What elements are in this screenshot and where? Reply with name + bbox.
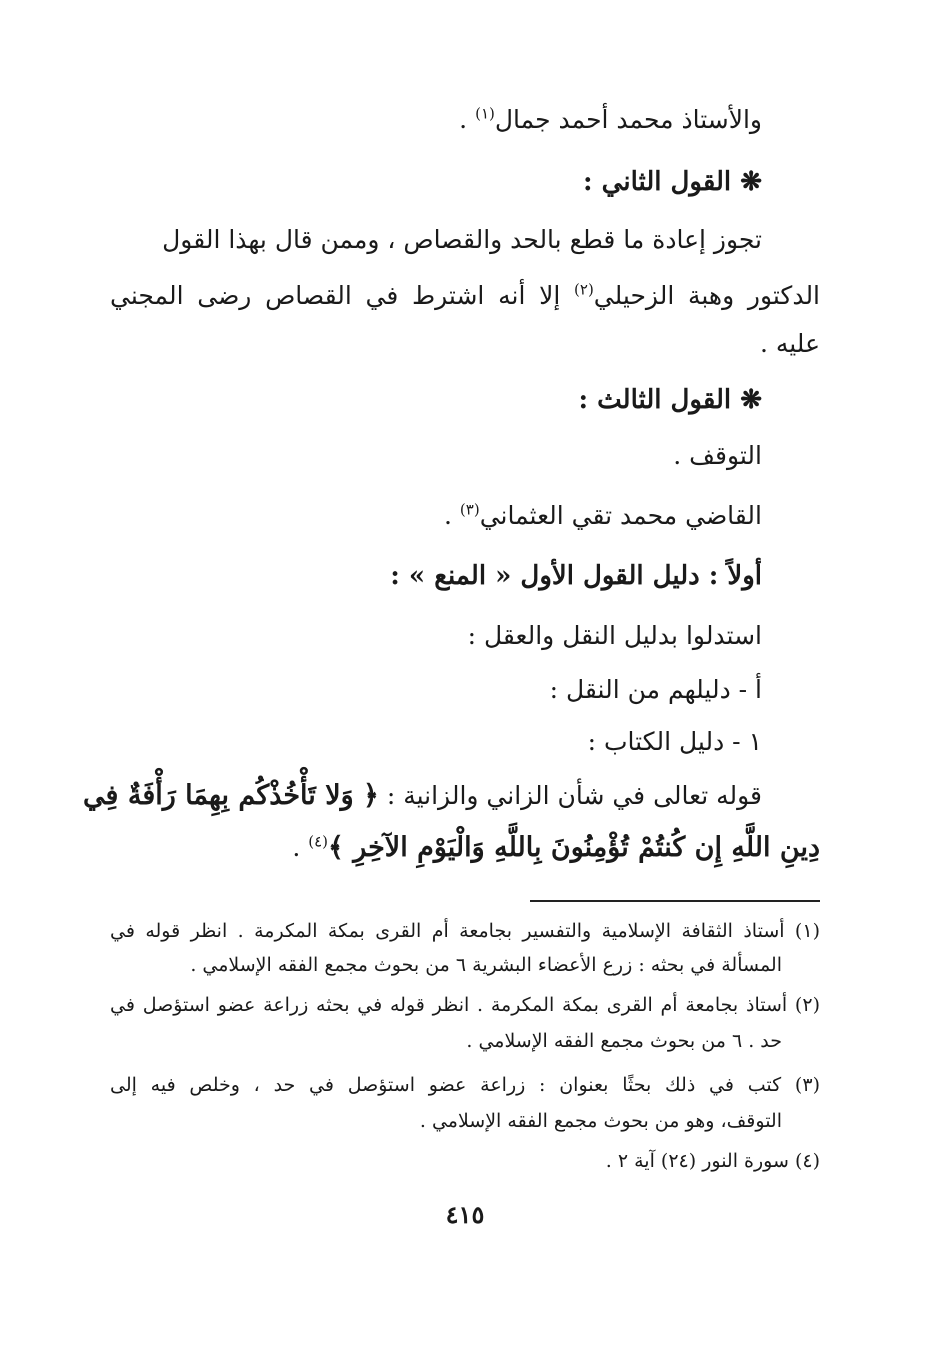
paragraph-line: تجوز إعادة ما قطع بالحد والقصاص ، وممن قال بهذا القول [162, 225, 762, 254]
section-heading: أولاً : دليل القول الأول « المنع » : [390, 561, 762, 591]
section-subheading: ❋ القول الثاني : [583, 167, 762, 197]
footnote-ref[interactable]: (١) [475, 104, 495, 123]
paragraph-line: عليه . [759, 329, 820, 358]
text-span: القاضي محمد تقي العثماني [479, 501, 762, 530]
footnote-line: (٣) كتب في ذلك بحثًا بعنوان : زراعة عضو استؤصل في حد ، وخلص فيه إلى [110, 1074, 820, 1096]
quran-verse: ﴿ وَلا تَأْخُذْكُم بِهِمَا رَأْفَةٌ فِي [83, 780, 379, 811]
verse-line [83, 776, 762, 816]
footnote-line: (١) أستاذ الثقافة الإسلامية والتفسير بجامعة أم القرى بمكة المكرمة . انظر قوله في [110, 920, 820, 942]
paragraph-line [110, 276, 820, 316]
text-span: إلا أنه اشترط في القصاص رضى المجني [110, 281, 575, 310]
paragraph-line [459, 100, 762, 140]
paragraph-line: التوقف . [673, 441, 762, 470]
text-span: الدكتور وهبة الزحيلي [593, 281, 821, 310]
footnote-line: التوقف، وهو من بحوث مجمع الفقه الإسلامي . [419, 1110, 782, 1132]
document-page [83, 92, 821, 1272]
text-span: . [292, 833, 309, 862]
verse-line [292, 828, 820, 868]
footnote-ref[interactable]: (٣) [459, 500, 480, 519]
footnote-line: حد . ٦ من بحوث مجمع الفقه الإسلامي . [466, 1030, 782, 1052]
footnote-ref[interactable]: (٤) [308, 832, 328, 851]
text-span: . [459, 105, 476, 134]
footnote-line: (٤) سورة النور (٢٤) آية ٢ . [605, 1150, 820, 1172]
footnote-line: المسألة في بحثه : زرع الأعضاء البشرية ٦ من بحوث مجمع الفقه الإسلامي . [190, 954, 782, 976]
section-subheading: ❋ القول الثالث : [578, 385, 762, 415]
text-span: . [444, 501, 460, 530]
footnote-line: (٢) أستاذ بجامعة أم القرى بمكة المكرمة . انظر قوله في بحثه زراعة عضو استؤصل في [110, 994, 820, 1016]
footnote-ref[interactable]: (٢) [574, 280, 594, 299]
text-span: والأستاذ محمد أحمد جمال [494, 105, 762, 134]
footnote-divider [530, 900, 820, 902]
page-number: ٤١٥ [445, 1200, 485, 1229]
paragraph-line [444, 496, 762, 536]
paragraph-line: استدلوا بدليل النقل والعقل : [467, 621, 762, 650]
text-span: قوله تعالى في شأن الزاني والزانية : [378, 781, 762, 810]
list-item: ١ - دليل الكتاب : [587, 727, 762, 756]
quran-verse: دِينِ اللَّهِ إِن كُنتُمْ تُؤْمِنُونَ بِاللَّهِ وَالْيَوْمِ الآخِرِ ﴾ [328, 832, 820, 863]
list-item: أ - دليلهم من النقل : [549, 675, 762, 704]
